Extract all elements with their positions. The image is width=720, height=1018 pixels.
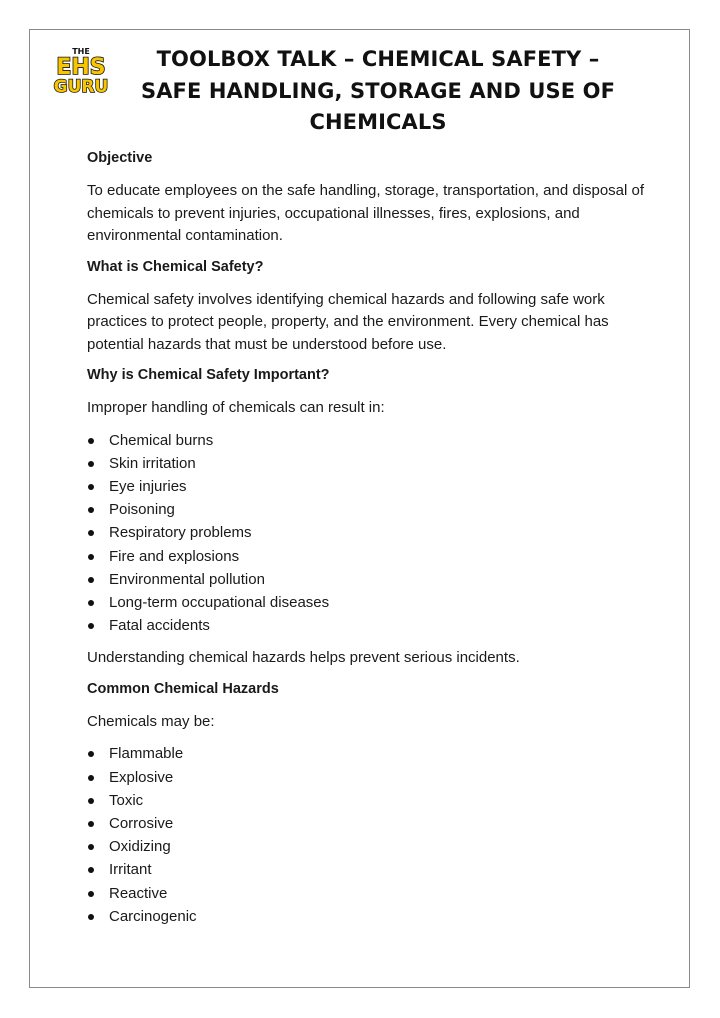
bullet-icon: [88, 530, 94, 536]
list-item-text: Fatal accidents: [109, 617, 210, 635]
bullet-icon: [88, 600, 94, 606]
objective-heading: Objective: [87, 150, 153, 166]
list-item-text: Poisoning: [109, 501, 175, 519]
hazards-list: [87, 742, 647, 928]
bullet-icon: [88, 507, 94, 513]
what-is-heading: What is Chemical Safety?: [87, 258, 264, 275]
list-item-text: Reactive: [109, 884, 168, 902]
list-item: [87, 905, 647, 928]
why-important-outro: Understanding chemical hazards helps prevent serious incidents.: [87, 649, 520, 667]
list-item-text: Flammable: [109, 745, 184, 763]
consequences-list: [87, 429, 647, 638]
bullet-icon: [88, 914, 94, 920]
list-item: [87, 812, 647, 835]
ehs-guru-logo: [52, 45, 110, 97]
bullet-icon: [88, 821, 94, 827]
list-item: [87, 475, 647, 498]
list-item: [87, 429, 647, 452]
logo-the-text: THE: [72, 47, 90, 56]
bullet-icon: [88, 775, 94, 781]
list-item: [87, 766, 647, 789]
list-item-text: Environmental pollution: [109, 570, 265, 588]
bullet-icon: [88, 484, 94, 490]
bullet-icon: [88, 844, 94, 850]
why-important-intro: Improper handling of chemicals can result in:: [87, 399, 385, 416]
list-item: [87, 882, 647, 905]
bullet-icon: [88, 891, 94, 897]
list-item: [87, 498, 647, 521]
list-item-text: Carcinogenic: [109, 907, 197, 925]
list-item-text: Respiratory problems: [109, 524, 252, 542]
list-item: [87, 742, 647, 765]
hazards-intro: Chemicals may be:: [87, 712, 215, 730]
why-important-heading: Why is Chemical Safety Important?: [87, 367, 330, 383]
list-item-text: Fire and explosions: [109, 547, 240, 565]
list-item: [87, 521, 647, 544]
list-item: [87, 835, 647, 858]
bullet-icon: [88, 867, 94, 873]
objective-text: To educate employees on the safe handling, storage, transportation, and disposal of chemicals to prevent injuries, occupational illnesses, fires, explosions, and environmental contamination.: [87, 182, 645, 244]
list-item-text: Skin irritation: [109, 454, 196, 472]
bullet-icon: [88, 577, 94, 583]
list-item: [87, 789, 647, 812]
list-item-text: Eye injuries: [109, 477, 187, 495]
document-body: [87, 148, 647, 938]
page-title: TOOLBOX TALK – CHEMICAL SAFETY – SAFE HANDLING, STORAGE AND USE OF CHEMICALS: [140, 47, 616, 134]
list-item: [87, 545, 647, 568]
list-item-text: Irritant: [109, 861, 152, 879]
list-item: [87, 858, 647, 881]
list-item-text: Toxic: [109, 791, 144, 809]
logo-ehs-text: EHS: [56, 55, 106, 80]
what-is-text: Chemical safety involves identifying chemical hazards and following safe work practices to protect people, property, and the environment. Every chemical has potential hazards that must be understood before use.: [87, 290, 609, 353]
list-item: [87, 568, 647, 591]
list-item-text: Corrosive: [109, 814, 174, 832]
list-item-text: Chemical burns: [109, 431, 214, 449]
hazards-heading: Common Chemical Hazards: [87, 680, 279, 697]
list-item: [87, 452, 647, 475]
list-item-text: Explosive: [109, 768, 174, 786]
list-item-text: Long-term occupational diseases: [109, 593, 330, 611]
bullet-icon: [88, 623, 94, 629]
list-item: [87, 591, 647, 614]
bullet-icon: [88, 438, 94, 444]
bullet-icon: [88, 751, 94, 757]
list-item-text: Oxidizing: [109, 838, 171, 856]
bullet-icon: [88, 461, 94, 467]
bullet-icon: [88, 798, 94, 804]
list-item: [87, 614, 647, 637]
bullet-icon: [88, 554, 94, 560]
logo-guru-text: GURU: [53, 77, 109, 97]
